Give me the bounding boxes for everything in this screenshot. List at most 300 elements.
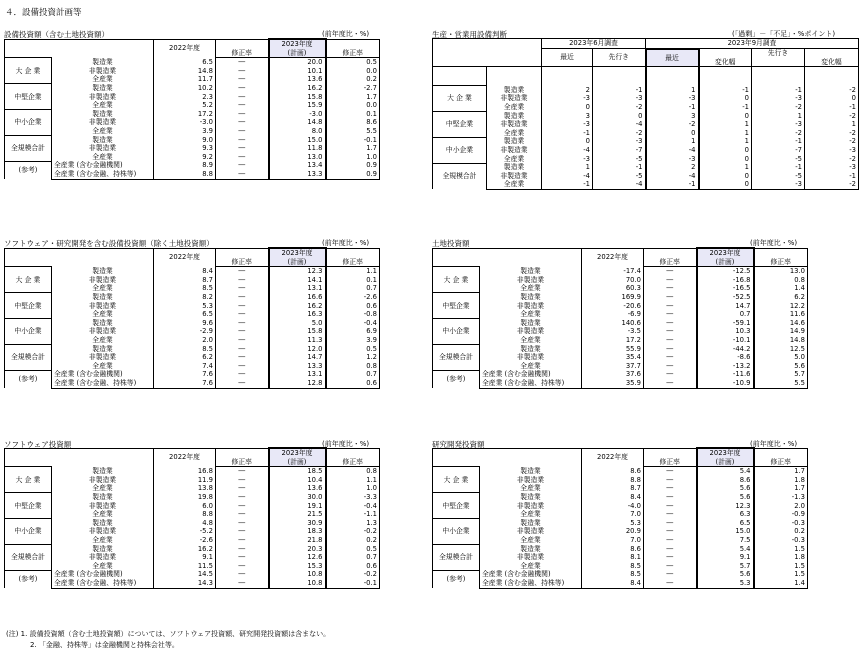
value-2023-plan: 21.8 [269,536,326,545]
value-revision-2023: 0.7 [326,370,380,379]
value-2022: 17.2 [154,110,216,119]
sector-label: 非製造業 [480,353,582,362]
value-2022: -3.5 [582,327,644,336]
value-2022: -3.0 [154,118,216,127]
value-revision-2022: ― [216,67,269,76]
table-row [5,536,380,545]
spacer-row [433,67,859,86]
value-revision-2023: 0.2 [754,527,808,536]
value-2023-plan: 18.5 [269,467,326,476]
value-2022: 37.6 [582,370,644,379]
header-fy2022: 2022年度 [582,448,644,467]
value-revision-2023: 0.7 [326,284,380,293]
value-revision-2022: ― [216,476,269,485]
group-label: 全規模合計 [5,345,52,371]
value-2023-plan: 5.4 [697,545,754,554]
value-revision-2023: -0.3 [754,519,808,528]
sector-label: 製造業 [52,319,154,328]
value-revision-2022: ― [216,153,269,162]
value-revision-2022: ― [216,136,269,145]
header-fy2022: 2022年度 [154,39,216,58]
value-revision-2023: 11.6 [754,310,808,319]
sector-label: 非製造業 [480,302,582,311]
sector-label: 全産業 [487,129,542,138]
header-blank [644,448,697,458]
table-row [433,112,859,121]
value-2022: 8.8 [154,510,216,519]
table-row [5,519,380,528]
value-2022: 169.9 [582,293,644,302]
sector-label: 全産業 [52,536,154,545]
value-2022: 14.5 [154,570,216,579]
value-2023-plan: 5.3 [697,579,754,588]
header-blank [216,248,269,258]
value-2023-plan: -10.9 [697,379,754,388]
sector-label: 非製造業 [480,502,582,511]
table-row [433,476,808,485]
sector-label: 製造業 [52,345,154,354]
value-revision-2023: 1.7 [754,484,808,493]
header-fy2022: 2022年度 [154,448,216,467]
header-blank [216,39,269,49]
value-revision-2022: ― [216,562,269,571]
header-forecast: 先行き [593,49,646,67]
unit-label: (前年度比・%) [750,239,798,247]
value-2023-plan: 5.6 [697,484,754,493]
value-revision-2023: 6.9 [326,327,380,336]
value-2023-plan: -16.8 [697,276,754,285]
value-revision-2023: 0.2 [326,536,380,545]
value-revision-2022: ― [216,362,269,371]
table-row [433,319,808,328]
section-title: ソフトウェア投資額 [4,440,72,449]
spacer-cell [433,67,487,86]
value-revision-2022: ― [644,570,697,579]
spacer-cell [593,67,646,86]
value-2023-plan: 13.1 [269,284,326,293]
value-2023-plan: 13.1 [269,370,326,379]
value-revision-2022: ― [644,579,697,588]
value-2022: 5.3 [154,302,216,311]
table-row [433,553,808,562]
value-2022: 9.6 [154,319,216,328]
table-row [5,379,380,388]
value-revision-2023: -0.4 [326,502,380,511]
table-row [5,362,380,371]
value-cell: -3 [752,120,805,129]
value-revision-2023: 1.1 [326,476,380,485]
sector-label: 全産業 [480,310,582,319]
header-revision: 修正率 [644,458,697,467]
sector-label: 全産業 [52,310,154,319]
value-revision-2022: ― [644,353,697,362]
value-2022: 6.2 [154,353,216,362]
sector-label: 製造業 [52,136,154,145]
header-blank [754,248,808,258]
value-cell: 0 [646,129,699,138]
sector-label: 全産業 [487,103,542,112]
header-plan: (計画) [269,458,326,467]
value-revision-2023: 0.2 [326,75,380,84]
section-title: 土地投資額 [432,239,470,248]
header-revision: 修正率 [216,49,269,58]
value-revision-2023: 0.7 [326,553,380,562]
value-cell: 1 [646,86,699,95]
sector-label: 非製造業 [52,67,154,76]
header-plan: (計画) [269,49,326,58]
value-2023-plan: 14.8 [269,118,326,127]
value-revision-2023: 1.8 [754,476,808,485]
value-revision-2023: -0.4 [326,319,380,328]
group-label: 全規模合計 [5,136,52,162]
sector-label: 非製造業 [52,118,154,127]
production-table [432,38,859,190]
value-cell: -4 [542,172,593,181]
value-2023-plan: 15.9 [269,101,326,110]
value-2023-plan: 10.1 [269,67,326,76]
table-row [433,94,859,103]
value-cell: -5 [593,155,646,164]
table-row [433,336,808,345]
header-blank [644,248,697,258]
value-revision-2022: ― [644,562,697,571]
sector-label: 全産業 [52,101,154,110]
table-row [5,370,380,379]
sector-label: 全産業 [480,562,582,571]
value-cell: -3 [805,163,859,172]
value-cell: 1 [699,163,752,172]
sector-label: 全産業 (含む金融、持株等) [480,579,582,588]
value-2022: -20.6 [582,302,644,311]
sector-label: 非製造業 [487,120,542,129]
value-2023-plan: -13.2 [697,362,754,371]
value-2023-plan: 12.3 [269,267,326,276]
table-row [5,353,380,362]
value-revision-2022: ― [644,284,697,293]
sector-label: 全産業 [480,536,582,545]
value-revision-2022: ― [216,75,269,84]
value-revision-2023: 0.5 [326,345,380,354]
header-row [5,248,380,258]
value-revision-2022: ― [216,527,269,536]
value-2022: 7.0 [582,510,644,519]
value-revision-2022: ― [216,110,269,119]
value-revision-2022: ― [644,293,697,302]
value-cell: -2 [805,180,859,189]
header-blank [5,248,154,267]
value-revision-2023: -0.3 [754,536,808,545]
sector-label: 製造業 [52,493,154,502]
value-2023-plan: 19.1 [269,502,326,511]
value-revision-2023: 0.1 [326,110,380,119]
value-2023-plan: -10.1 [697,336,754,345]
table-row [433,570,808,579]
value-2022: 8.1 [582,553,644,562]
value-2023-plan: -11.6 [697,370,754,379]
value-2023-plan: 5.0 [269,319,326,328]
value-revision-2023: 1.0 [326,153,380,162]
value-2023-plan: 12.6 [269,553,326,562]
table-row [433,163,859,172]
unit-label: (前年度比・%) [322,239,370,247]
value-cell: 1 [699,137,752,146]
header-revision: 修正率 [326,258,380,267]
sector-label: 全産業 (含む金融機関) [480,370,582,379]
value-cell: 0 [699,155,752,164]
table-row [5,484,380,493]
value-2022: 9.3 [154,144,216,153]
software-table [4,447,380,589]
header-fy2023: 2023年度 [269,448,326,458]
value-2022: 5.3 [582,519,644,528]
value-revision-2023: -0.1 [326,136,380,145]
value-2022: 17.2 [582,336,644,345]
value-cell: -1 [646,180,699,189]
value-cell: -2 [805,137,859,146]
value-revision-2023: 3.9 [326,336,380,345]
group-label: 大 企 業 [5,267,52,293]
value-revision-2023: 0.8 [326,362,380,371]
table-row [433,502,808,511]
value-2022: 6.5 [154,58,216,67]
value-cell: -3 [593,94,646,103]
header-revision: 修正率 [644,258,697,267]
value-revision-2022: ― [216,570,269,579]
value-revision-2022: ― [216,118,269,127]
sector-label: 非製造業 [52,502,154,511]
value-2023-plan: 13.3 [269,170,326,179]
group-label: 大 企 業 [433,267,480,293]
sector-label: 非製造業 [487,172,542,181]
table-row [433,293,808,302]
table-row [433,353,808,362]
table-row [433,527,808,536]
section-title: 研究開発投資額 [432,440,485,449]
value-2023-plan: 8.0 [269,127,326,136]
table-row [5,327,380,336]
value-cell: -5 [752,155,805,164]
group-label: 中堅企業 [433,293,480,319]
value-revision-2022: ― [644,370,697,379]
value-cell: -2 [752,129,805,138]
value-revision-2022: ― [216,345,269,354]
header-row [5,448,380,458]
sector-label: 全産業 [52,336,154,345]
capex-table [4,38,380,180]
sector-label: 全産業 [480,336,582,345]
value-2022: 55.9 [582,345,644,354]
header-blank [754,448,808,458]
value-2023-plan: 9.1 [697,553,754,562]
value-2022: 8.5 [154,345,216,354]
sector-label: 全産業 (含む金融機関) [480,570,582,579]
table-row [5,579,380,588]
sector-label: 製造業 [52,110,154,119]
value-cell: -7 [752,146,805,155]
value-revision-2022: ― [216,484,269,493]
group-label: 中堅企業 [5,84,52,110]
sector-label: 非製造業 [52,144,154,153]
table-row [5,310,380,319]
value-revision-2023: 13.0 [754,267,808,276]
value-revision-2023: 0.5 [326,545,380,554]
value-revision-2023: 1.7 [326,93,380,102]
sector-label: 製造業 [52,267,154,276]
sector-label: 製造業 [480,319,582,328]
value-2022: 10.2 [154,84,216,93]
unit-label: (前年度比・%) [322,30,370,38]
spacer-cell [487,67,542,86]
value-revision-2022: ― [644,545,697,554]
sector-label: 製造業 [52,84,154,93]
value-revision-2023: 0.1 [326,276,380,285]
value-2023-plan: 16.3 [269,310,326,319]
value-revision-2022: ― [644,527,697,536]
value-revision-2022: ― [644,345,697,354]
table-row [5,493,380,502]
table-row [433,137,859,146]
value-revision-2022: ― [644,467,697,476]
sector-label: 全産業 [480,484,582,493]
table-row [433,545,808,554]
value-2022: 8.4 [582,493,644,502]
value-cell: 0 [805,94,859,103]
group-label: 大 企 業 [433,86,487,112]
table-row [5,302,380,311]
table-row [5,510,380,519]
value-cell: -1 [646,103,699,112]
group-label: 中小企業 [433,519,480,545]
value-revision-2023: 0.0 [326,67,380,76]
value-cell: -3 [542,120,593,129]
value-cell: -1 [805,103,859,112]
spacer-cell [542,67,593,86]
sector-label: 全産業 (含む金融、持株等) [52,379,154,388]
value-2022: 11.7 [154,75,216,84]
table-row [5,319,380,328]
sector-label: 非製造業 [52,553,154,562]
value-revision-2022: ― [216,302,269,311]
value-2022: 7.6 [154,370,216,379]
value-2023-plan: -16.5 [697,284,754,293]
sector-label: 製造業 [480,545,582,554]
table-row [433,120,859,129]
header-recent-sept: 最近 [646,49,699,67]
value-2023-plan: 12.0 [269,345,326,354]
sector-label: 全産業 [52,284,154,293]
value-revision-2023: 0.8 [754,276,808,285]
value-2022: -2.6 [154,536,216,545]
table-row [5,553,380,562]
sector-label: 全産業 [52,75,154,84]
header-blank [433,39,542,67]
group-label: 全規模合計 [433,345,480,371]
value-2023-plan: 21.5 [269,510,326,519]
value-2022: 140.6 [582,319,644,328]
table-row [433,484,808,493]
table-row [5,67,380,76]
value-cell: -1 [805,172,859,181]
group-label: (参考) [5,370,52,388]
table-row [433,129,859,138]
value-2023-plan: 30.9 [269,519,326,528]
value-cell: -2 [805,129,859,138]
value-revision-2022: ― [216,276,269,285]
table-row [433,86,859,95]
value-revision-2023: 12.2 [754,302,808,311]
value-revision-2022: ― [644,484,697,493]
value-2023-plan: 5.4 [697,467,754,476]
group-label: 中小企業 [5,519,52,545]
value-2023-plan: 11.8 [269,144,326,153]
value-cell: -4 [542,146,593,155]
sector-label: 全産業 [52,362,154,371]
value-revision-2022: ― [216,467,269,476]
value-2023-plan: 5.7 [697,562,754,571]
sector-label: 非製造業 [52,527,154,536]
group-label: (参考) [5,161,52,179]
header-row [433,39,859,49]
spacer-cell [752,67,805,86]
sector-label: 全産業 [52,510,154,519]
header-fy2023: 2023年度 [697,248,754,258]
spacer-cell [699,67,752,86]
value-revision-2023: -0.1 [326,579,380,588]
value-2023-plan: 15.3 [269,562,326,571]
value-2023-plan: 6.3 [697,510,754,519]
header-fy2022: 2022年度 [582,248,644,267]
sector-label: 製造業 [487,86,542,95]
value-revision-2023: 1.0 [326,484,380,493]
group-label: 中堅企業 [5,293,52,319]
value-2023-plan: 20.0 [269,58,326,67]
value-2023-plan: 16.2 [269,84,326,93]
header-blank [433,248,582,267]
table-row [433,103,859,112]
header-blank [699,49,752,58]
unit-label: (前年度比・%) [322,440,370,448]
header-blank [5,39,154,58]
header-revision: 修正率 [216,258,269,267]
header-change: 変化幅 [805,58,859,67]
value-2023-plan: 30.0 [269,493,326,502]
value-revision-2022: ― [216,93,269,102]
group-label: 全規模合計 [433,545,480,571]
table-row [5,345,380,354]
value-revision-2023: 1.5 [754,562,808,571]
value-2022: 3.9 [154,127,216,136]
sector-label: 非製造業 [52,327,154,336]
table-row [5,284,380,293]
value-revision-2023: 14.8 [754,336,808,345]
table-row [433,284,808,293]
value-2023-plan: 11.3 [269,336,326,345]
value-revision-2022: ― [216,370,269,379]
value-revision-2023: -1.3 [754,493,808,502]
value-revision-2022: ― [216,127,269,136]
table-row [5,118,380,127]
value-2022: 2.3 [154,93,216,102]
value-2022: 8.8 [582,476,644,485]
value-cell: -1 [542,129,593,138]
value-2023-plan: 10.3 [697,327,754,336]
value-revision-2023: 1.3 [326,519,380,528]
value-2023-plan: 13.0 [269,153,326,162]
value-2023-plan: 20.3 [269,545,326,554]
sector-label: 製造業 [480,467,582,476]
sector-label: 全産業 [480,510,582,519]
value-revision-2022: ― [644,267,697,276]
